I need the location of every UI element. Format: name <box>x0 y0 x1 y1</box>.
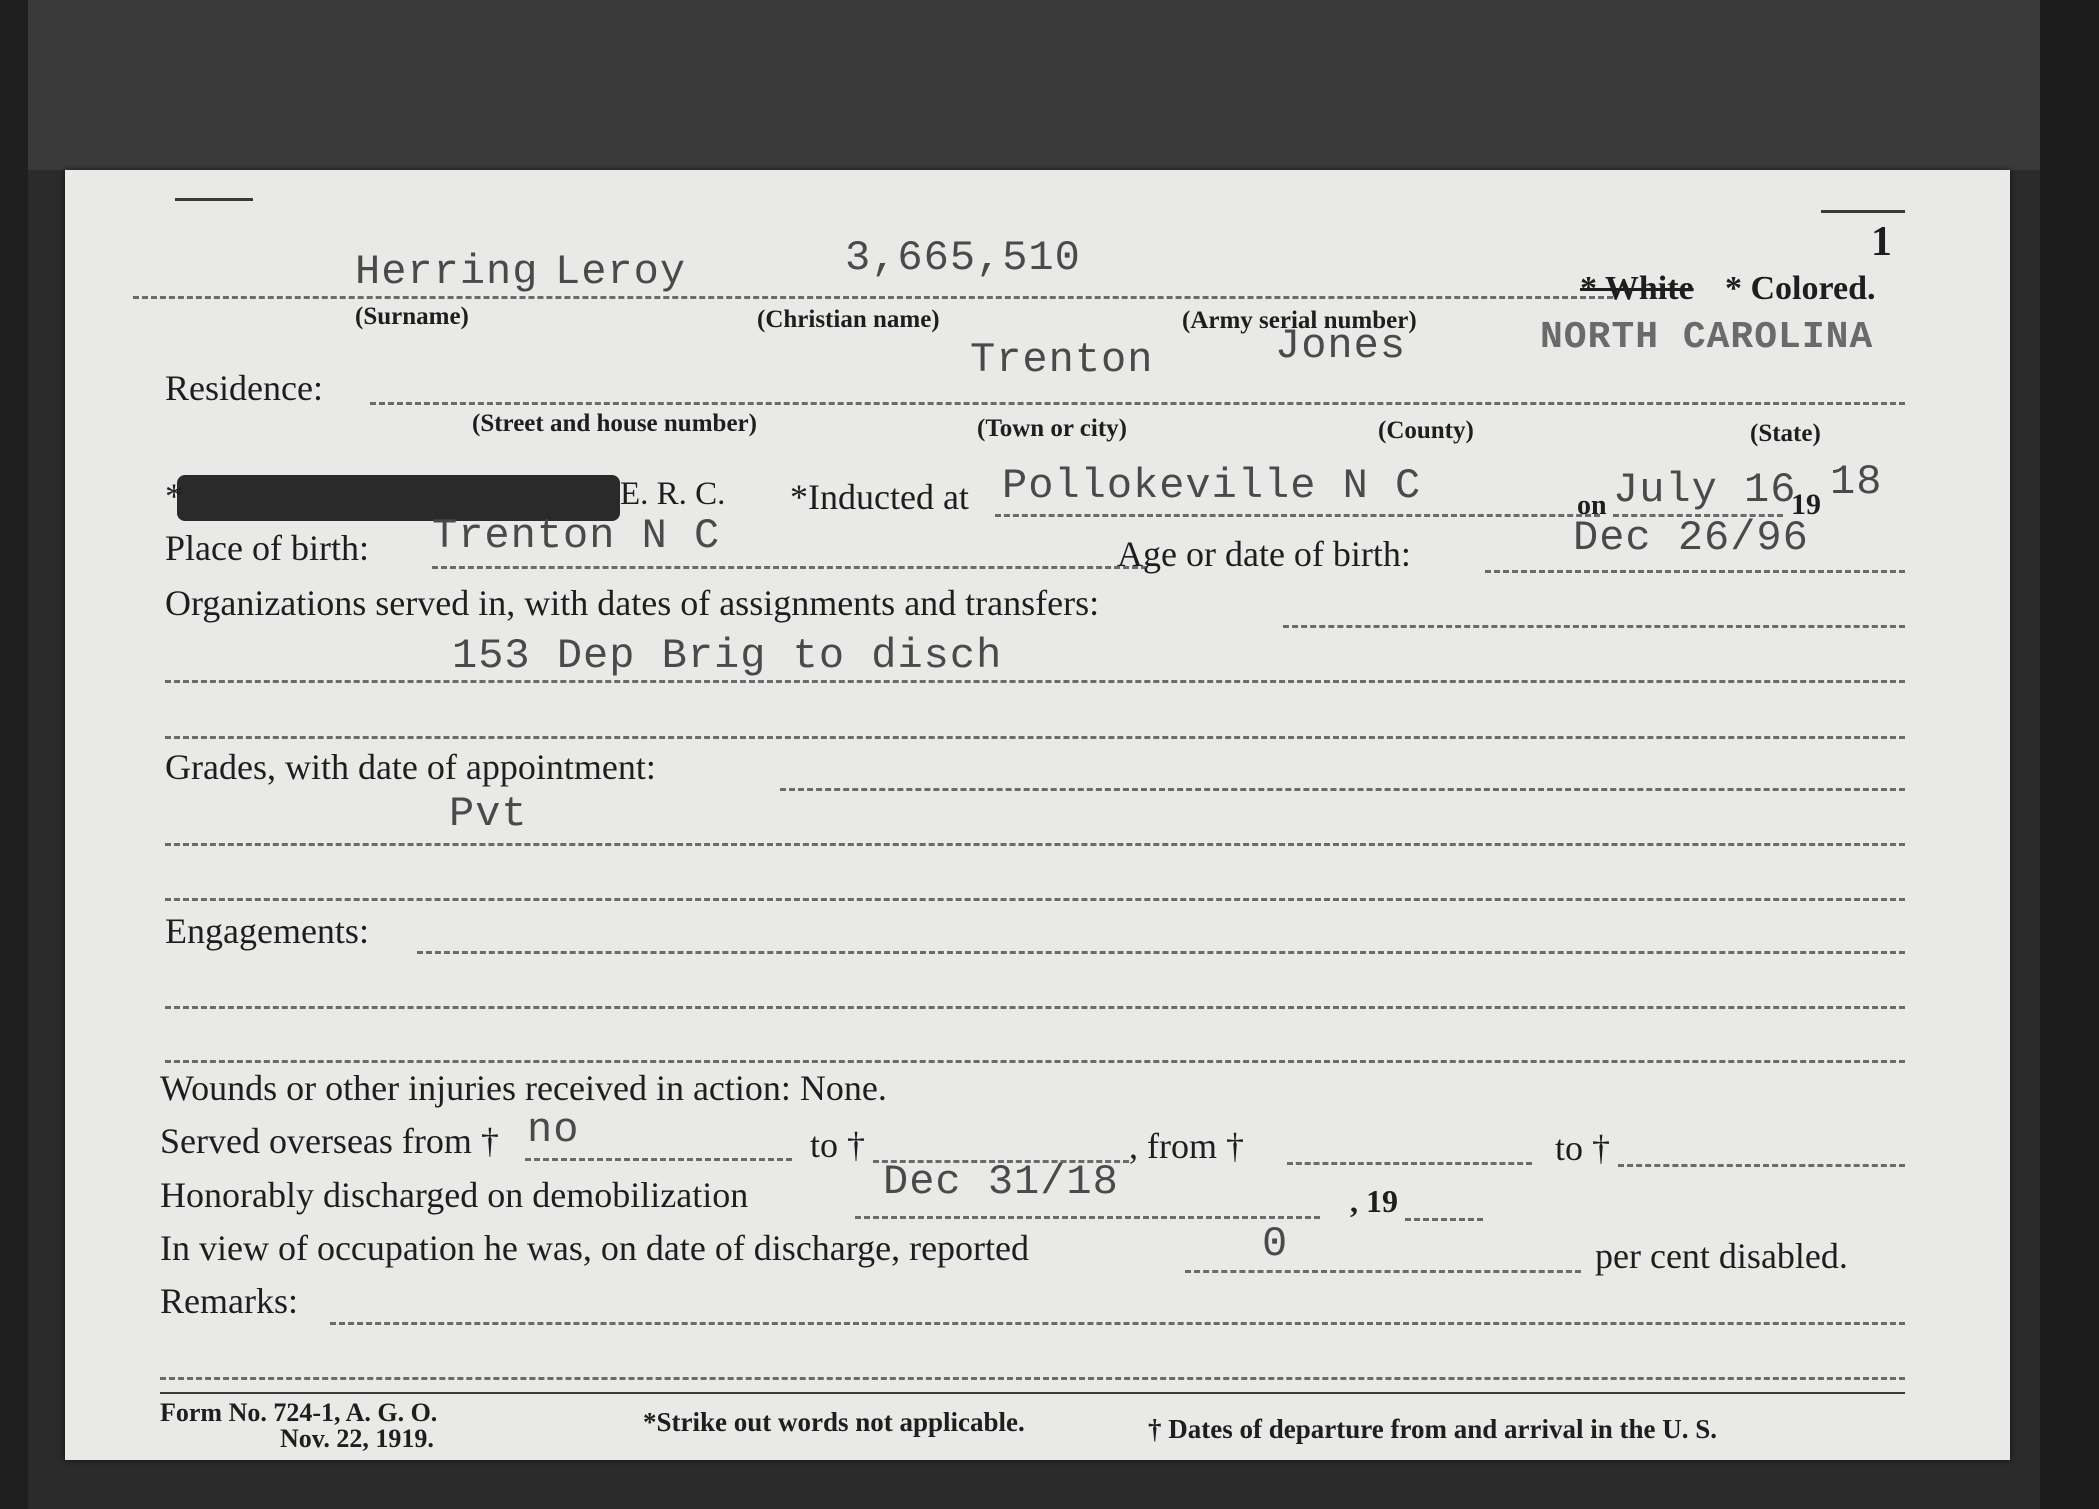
inducted-label: *Inducted at <box>790 477 969 517</box>
race-white-label: * White <box>1580 270 1694 307</box>
percent-disabled-line <box>1185 1270 1581 1273</box>
card-number: 1 <box>1871 219 1892 265</box>
street-caption: (Street and house number) <box>472 410 757 437</box>
grades-line-2 <box>165 843 1905 846</box>
place-of-birth-line <box>432 566 1147 569</box>
organization-value: 153 Dep Brig to disch <box>452 632 1003 680</box>
discharge-date-value: Dec 31/18 <box>883 1158 1119 1206</box>
to-label-1: to † <box>810 1125 866 1165</box>
footer-rule <box>160 1392 1905 1394</box>
overseas-from-line-2 <box>1287 1162 1532 1165</box>
occupation-label: In view of occupation he was, on date of discharge, reported <box>160 1228 1030 1268</box>
serial-caption: (Army serial number) <box>1182 307 1417 334</box>
year-suffix-label: , 19 <box>1350 1183 1398 1219</box>
surname-caption: (Surname) <box>355 303 469 330</box>
erc-label: E. R. C. <box>620 476 726 512</box>
inducted-year-value: 18 <box>1830 458 1883 506</box>
organizations-line-3 <box>165 736 1905 739</box>
race-colored-label: * Colored. <box>1725 270 1876 307</box>
overseas-to-line-2 <box>1618 1164 1905 1167</box>
town-caption: (Town or city) <box>977 415 1127 442</box>
service-record-card <box>65 170 2010 1460</box>
percent-disabled-value: 0 <box>1262 1220 1289 1268</box>
to-label-2: to † <box>1555 1128 1611 1168</box>
county-caption: (County) <box>1378 417 1474 444</box>
place-of-birth-value: Trenton N C <box>432 512 721 560</box>
background-right <box>2040 0 2099 1509</box>
grades-line-1 <box>780 788 1905 791</box>
engagements-line-1 <box>417 951 1905 954</box>
organizations-line-2 <box>165 680 1905 683</box>
form-date: Nov. 22, 1919. <box>280 1424 434 1453</box>
top-right-rule <box>1821 210 1905 213</box>
residence-label: Residence: <box>165 368 323 408</box>
discharged-label: Honorably discharged on demobilization <box>160 1175 749 1215</box>
date-of-birth-line <box>1485 570 1905 573</box>
discharge-year-line <box>1405 1218 1483 1221</box>
on-label: on <box>1577 490 1607 521</box>
form-number: Form No. 724-1, A. G. O. <box>160 1398 438 1427</box>
strike-out-note: *Strike out words not applicable. <box>643 1407 1025 1437</box>
grades-line-3 <box>165 898 1905 901</box>
state-caption: (State) <box>1750 420 1821 447</box>
background-top <box>0 0 2099 170</box>
remarks-line-2 <box>160 1377 1905 1380</box>
from-label: , from † <box>1129 1126 1244 1166</box>
year-prefix-label: 19 <box>1791 488 1821 521</box>
christian-name-caption: (Christian name) <box>757 306 940 333</box>
engagements-line-3 <box>165 1060 1905 1063</box>
date-of-birth-value: Dec 26/96 <box>1573 514 1809 562</box>
grades-label: Grades, with date of appointment: <box>165 747 656 787</box>
residence-line <box>370 402 1905 405</box>
dates-note: † Dates of departure from and arrival in the U. S. <box>1148 1414 1717 1444</box>
wounds-label: Wounds or other injuries received in action: None. <box>160 1068 887 1108</box>
remarks-line-1 <box>330 1322 1905 1325</box>
engagements-line-2 <box>165 1006 1905 1009</box>
county-value: Jones <box>1275 322 1407 370</box>
serial-number-value: 3,665,510 <box>845 234 1081 282</box>
organizations-line-1 <box>1283 625 1905 628</box>
remarks-label: Remarks: <box>160 1281 298 1321</box>
surname-value: Herring <box>355 248 539 296</box>
overseas-label: Served overseas from † <box>160 1121 499 1161</box>
grade-value: Pvt <box>449 790 528 838</box>
inducted-place-value: Pollokeville N C <box>1002 462 1422 510</box>
top-left-rule <box>175 198 253 201</box>
state-stamp: NORTH CAROLINA <box>1540 316 1874 359</box>
discharge-date-line <box>855 1216 1320 1219</box>
overseas-from-value: no <box>527 1106 580 1154</box>
organizations-label: Organizations served in, with dates of assignments and transfers: <box>165 583 1100 623</box>
disabled-label: per cent disabled. <box>1595 1236 1848 1276</box>
town-value: Trenton <box>970 336 1154 384</box>
name-line <box>133 296 1613 299</box>
overseas-from-line <box>525 1158 792 1161</box>
inducted-date-value: July 16 <box>1613 466 1797 514</box>
place-of-birth-label: Place of birth: <box>165 528 369 568</box>
engagements-label: Engagements: <box>165 911 369 951</box>
background-left <box>0 0 28 1509</box>
christian-name-value: Leroy <box>555 248 687 296</box>
enlisted-asterisk: * <box>165 476 183 516</box>
inducted-line <box>995 514 1600 517</box>
age-label: Age or date of birth: <box>1117 534 1411 574</box>
